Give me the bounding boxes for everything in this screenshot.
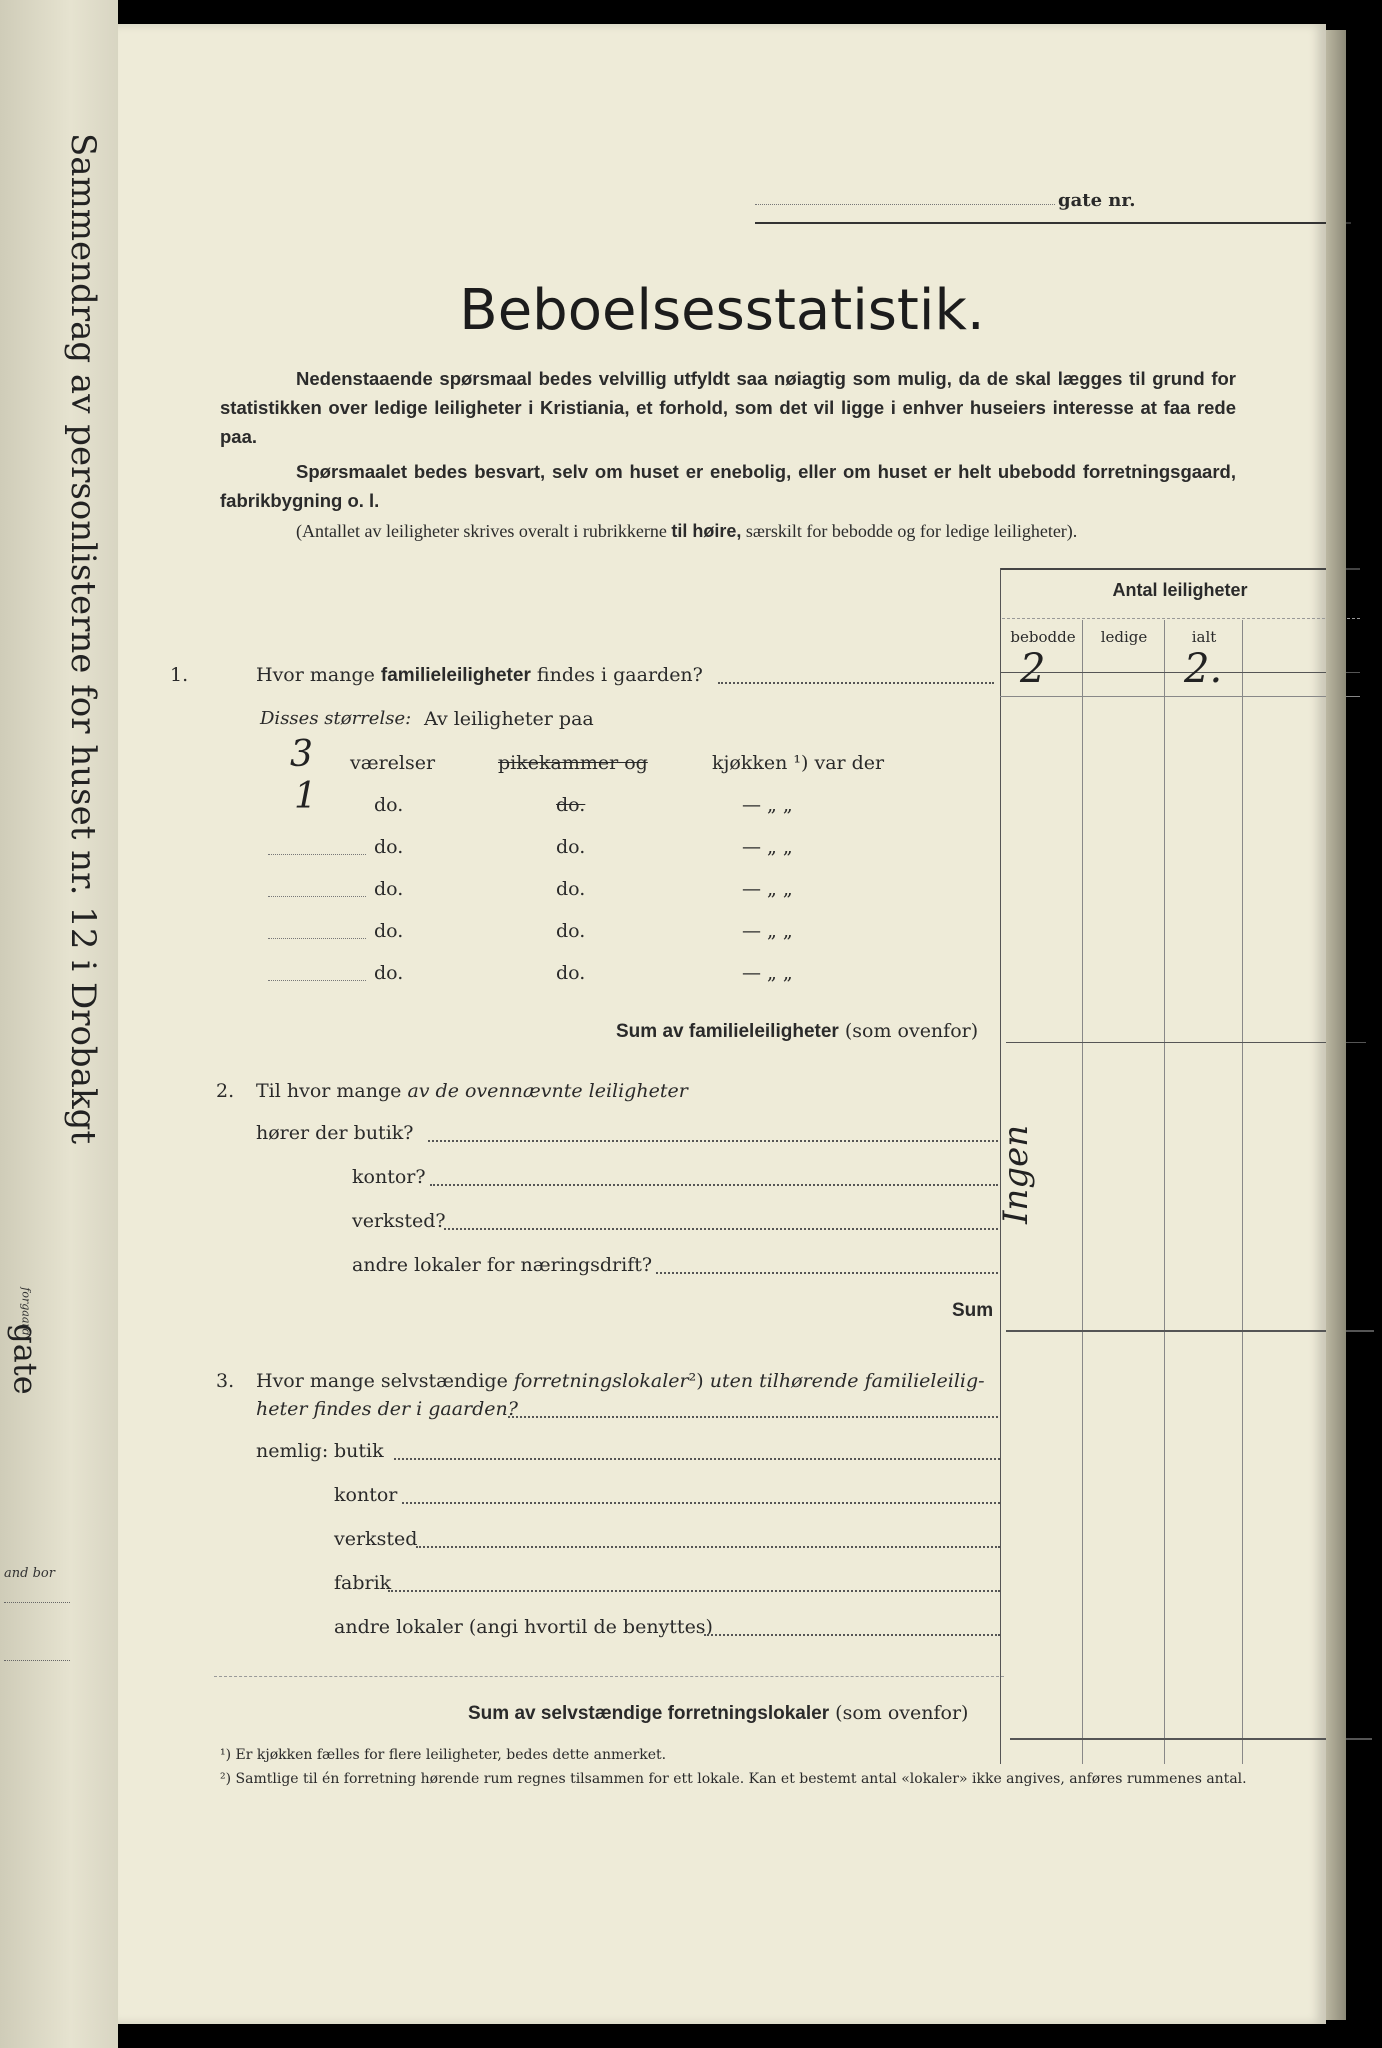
q1-text: [256, 664, 703, 687]
q1-row-label-b: do.: [556, 920, 586, 942]
q2-andre-label: andre lokaler for næringsdrift?: [352, 1254, 653, 1276]
q2-number: 2.: [216, 1080, 235, 1102]
table-sum-line: [1006, 1330, 1374, 1332]
col-header-bebodde: bebodde: [1010, 628, 1076, 646]
q3-text-c: ²): [688, 1370, 704, 1392]
q3-fabrik-label: fabrik: [334, 1572, 392, 1594]
q1-row-label-b: do.: [556, 962, 586, 984]
leader-dots: [444, 1228, 998, 1230]
q1-row-count[interactable]: 1: [294, 776, 317, 817]
spine-and-bor-label: and bor: [4, 1566, 55, 1581]
q1-number: 1.: [170, 664, 189, 686]
q1-row-label-c: — „ „: [742, 920, 793, 942]
q2-text: [256, 1080, 688, 1102]
leader-dots: [402, 1502, 1000, 1504]
q1-row-count-field[interactable]: [268, 854, 366, 855]
q3-kontor-label: kontor: [334, 1484, 398, 1506]
q1-text-c: findes i gaarden?: [536, 664, 703, 686]
q2-kontor-label: kontor?: [352, 1166, 426, 1188]
spine-gate-label: gate: [6, 1323, 45, 1395]
q1-row-label-a: do.: [374, 836, 404, 858]
q1-row-label-a: do.: [374, 878, 404, 900]
note-part-c: særskilt for bebodde og for ledige leiligheter).: [745, 521, 1078, 541]
q1-row-label-a: do.: [374, 794, 404, 816]
q1-row-label-b: pikekammer og: [498, 752, 648, 774]
q3-sum-text: Sum av selvstændige forretningslokaler: [468, 1703, 830, 1724]
q2-butik-label: hører der butik?: [256, 1122, 414, 1144]
q1-size-label: Disses størrelse:: [260, 708, 412, 729]
q3-text-a: Hvor mange selvstændige: [256, 1370, 508, 1392]
q2-text-b: av de ovennævnte leiligheter: [407, 1080, 688, 1102]
q1-row-label-a: værelser: [350, 752, 436, 774]
q1-row-label-b: do.: [556, 836, 586, 858]
q3-butik-label: butik: [334, 1440, 384, 1462]
q2-sum-label: Sum: [952, 1300, 994, 1321]
table-border-right: [1242, 620, 1243, 1764]
footnote-2: ²) Samtlige til én forretning hørende rum regnes tilsammen for ett lokale. Kan et bestemt antal «lokaler» ikke angives, anføres rummenes antal.: [220, 1771, 1247, 1787]
q3-text-b: forretningslokaler: [513, 1370, 689, 1392]
q1-row-count-field[interactable]: [268, 896, 366, 897]
q3-divider: [214, 1676, 1004, 1677]
q1-text-b: familieleiligheter: [380, 665, 531, 686]
q1-bebodde-value[interactable]: 2: [1020, 646, 1046, 692]
leader-dots: [508, 1416, 998, 1418]
page-title: Beboelsesstatistik.: [459, 278, 985, 343]
q1-ialt-value[interactable]: 2.: [1184, 646, 1223, 692]
q3-sum-note: (som ovenfor): [835, 1702, 969, 1724]
spine-line: [4, 1660, 70, 1661]
q1-size-intro: Av leiligheter paa: [424, 708, 594, 730]
footnote-1: ¹) Er kjøkken fælles for flere leiligheter, bedes dette anmerket.: [220, 1747, 667, 1763]
spine-heading: Sammendrag av personlisterne for huset nr. 12 i Drobakgt: [63, 133, 103, 1145]
note-part-b: til høire,: [671, 521, 742, 541]
q2-text-a: Til hvor mange: [256, 1080, 402, 1102]
q1-row-label-a: do.: [374, 962, 404, 984]
q3-andre-label: andre lokaler (angi hvortil de benyttes): [334, 1616, 713, 1638]
leader-dots: [388, 1590, 1000, 1592]
leader-dots: [430, 1184, 998, 1186]
q1-sum-text: Sum av familieleiligheter: [616, 1021, 839, 1042]
q1-row-count-field[interactable]: [268, 980, 366, 981]
q1-sum-label: [616, 1020, 978, 1043]
q2-verksted-label: verksted?: [352, 1210, 446, 1232]
leader-dots: [394, 1458, 1000, 1460]
q1-row-label-a: do.: [374, 920, 404, 942]
q1-row-label-c: kjøkken ¹) var der: [712, 752, 885, 774]
instructions: [220, 364, 1236, 543]
q3-verksted-label: verksted: [334, 1528, 418, 1550]
q3-sum-label: [468, 1702, 968, 1725]
q3-text-line1: [256, 1370, 985, 1392]
table-row-line: [1000, 696, 1360, 697]
leader-dots: [656, 1272, 998, 1274]
leader-dots: [428, 1140, 998, 1142]
page-edge: [1326, 30, 1346, 2020]
q1-row-label-c: — „ „: [742, 794, 793, 816]
q1-row-label-b: do.: [556, 794, 586, 816]
form-page: [118, 24, 1326, 2024]
gate-number-label: gate nr.: [1058, 190, 1136, 211]
q1-row-label-c: — „ „: [742, 836, 793, 858]
col-header-ledige: ledige: [1100, 628, 1148, 646]
table-col-divider: [1082, 620, 1083, 1764]
leader-dots: [718, 682, 994, 684]
spine-line: [4, 1602, 70, 1603]
col-header-ialt: ialt: [1191, 628, 1217, 646]
gate-underline: [755, 204, 1351, 224]
table-title: Antal leiligheter: [1112, 580, 1248, 600]
header-divider: [1002, 618, 1360, 619]
q1-text-a: Hvor mange: [256, 664, 375, 686]
table-row-line: [1000, 672, 1360, 673]
adjacent-page-spine: [0, 0, 118, 2048]
note-part-a: (Antallet av leiligheter skrives overalt i rubrikkerne: [296, 521, 667, 541]
instructions-paragraph-2: Spørsmaalet bedes besvart, selv om huset er enebolig, eller om huset er helt ubebodd forretningsgaard, fabrikbygning o. l.: [220, 461, 1236, 511]
q3-number: 3.: [216, 1370, 235, 1392]
instructions-note: [220, 519, 1236, 543]
q3-text-line2: heter findes der i gaarden?: [256, 1398, 518, 1420]
instructions-paragraph-1: Nedenstaaende spørsmaal bedes velvillig utfyldt saa nøiagtig som mulig, da de skal lægges til grund for statistikken over ledige leiligheter i Kristiania, et forhold, som det vil ligge i enhver huseiers interesse at faa rede paa.: [220, 368, 1236, 447]
table-sum-line: [1006, 1042, 1366, 1043]
q1-row-count[interactable]: 3: [290, 734, 313, 775]
leader-dots: [416, 1546, 1000, 1548]
q3-text-d: uten tilhørende familieleilig-: [709, 1370, 985, 1392]
q1-row-label-c: — „ „: [742, 962, 793, 984]
q1-sum-note: (som ovenfor): [844, 1020, 979, 1042]
street-name-field[interactable]: [755, 186, 1055, 205]
leader-dots: [704, 1634, 1000, 1636]
q2-handwritten-answer[interactable]: Ingen: [996, 1124, 1036, 1224]
q1-row-label-b: do.: [556, 878, 586, 900]
q1-row-label-c: — „ „: [742, 878, 793, 900]
q1-row-count-field[interactable]: [268, 938, 366, 939]
table-sum-line: [1010, 1738, 1372, 1740]
q3-nemlig-label: nemlig:: [256, 1440, 329, 1462]
spine-forgaard-label: forgaard: [19, 1287, 33, 1336]
table-col-divider: [1164, 620, 1165, 1764]
